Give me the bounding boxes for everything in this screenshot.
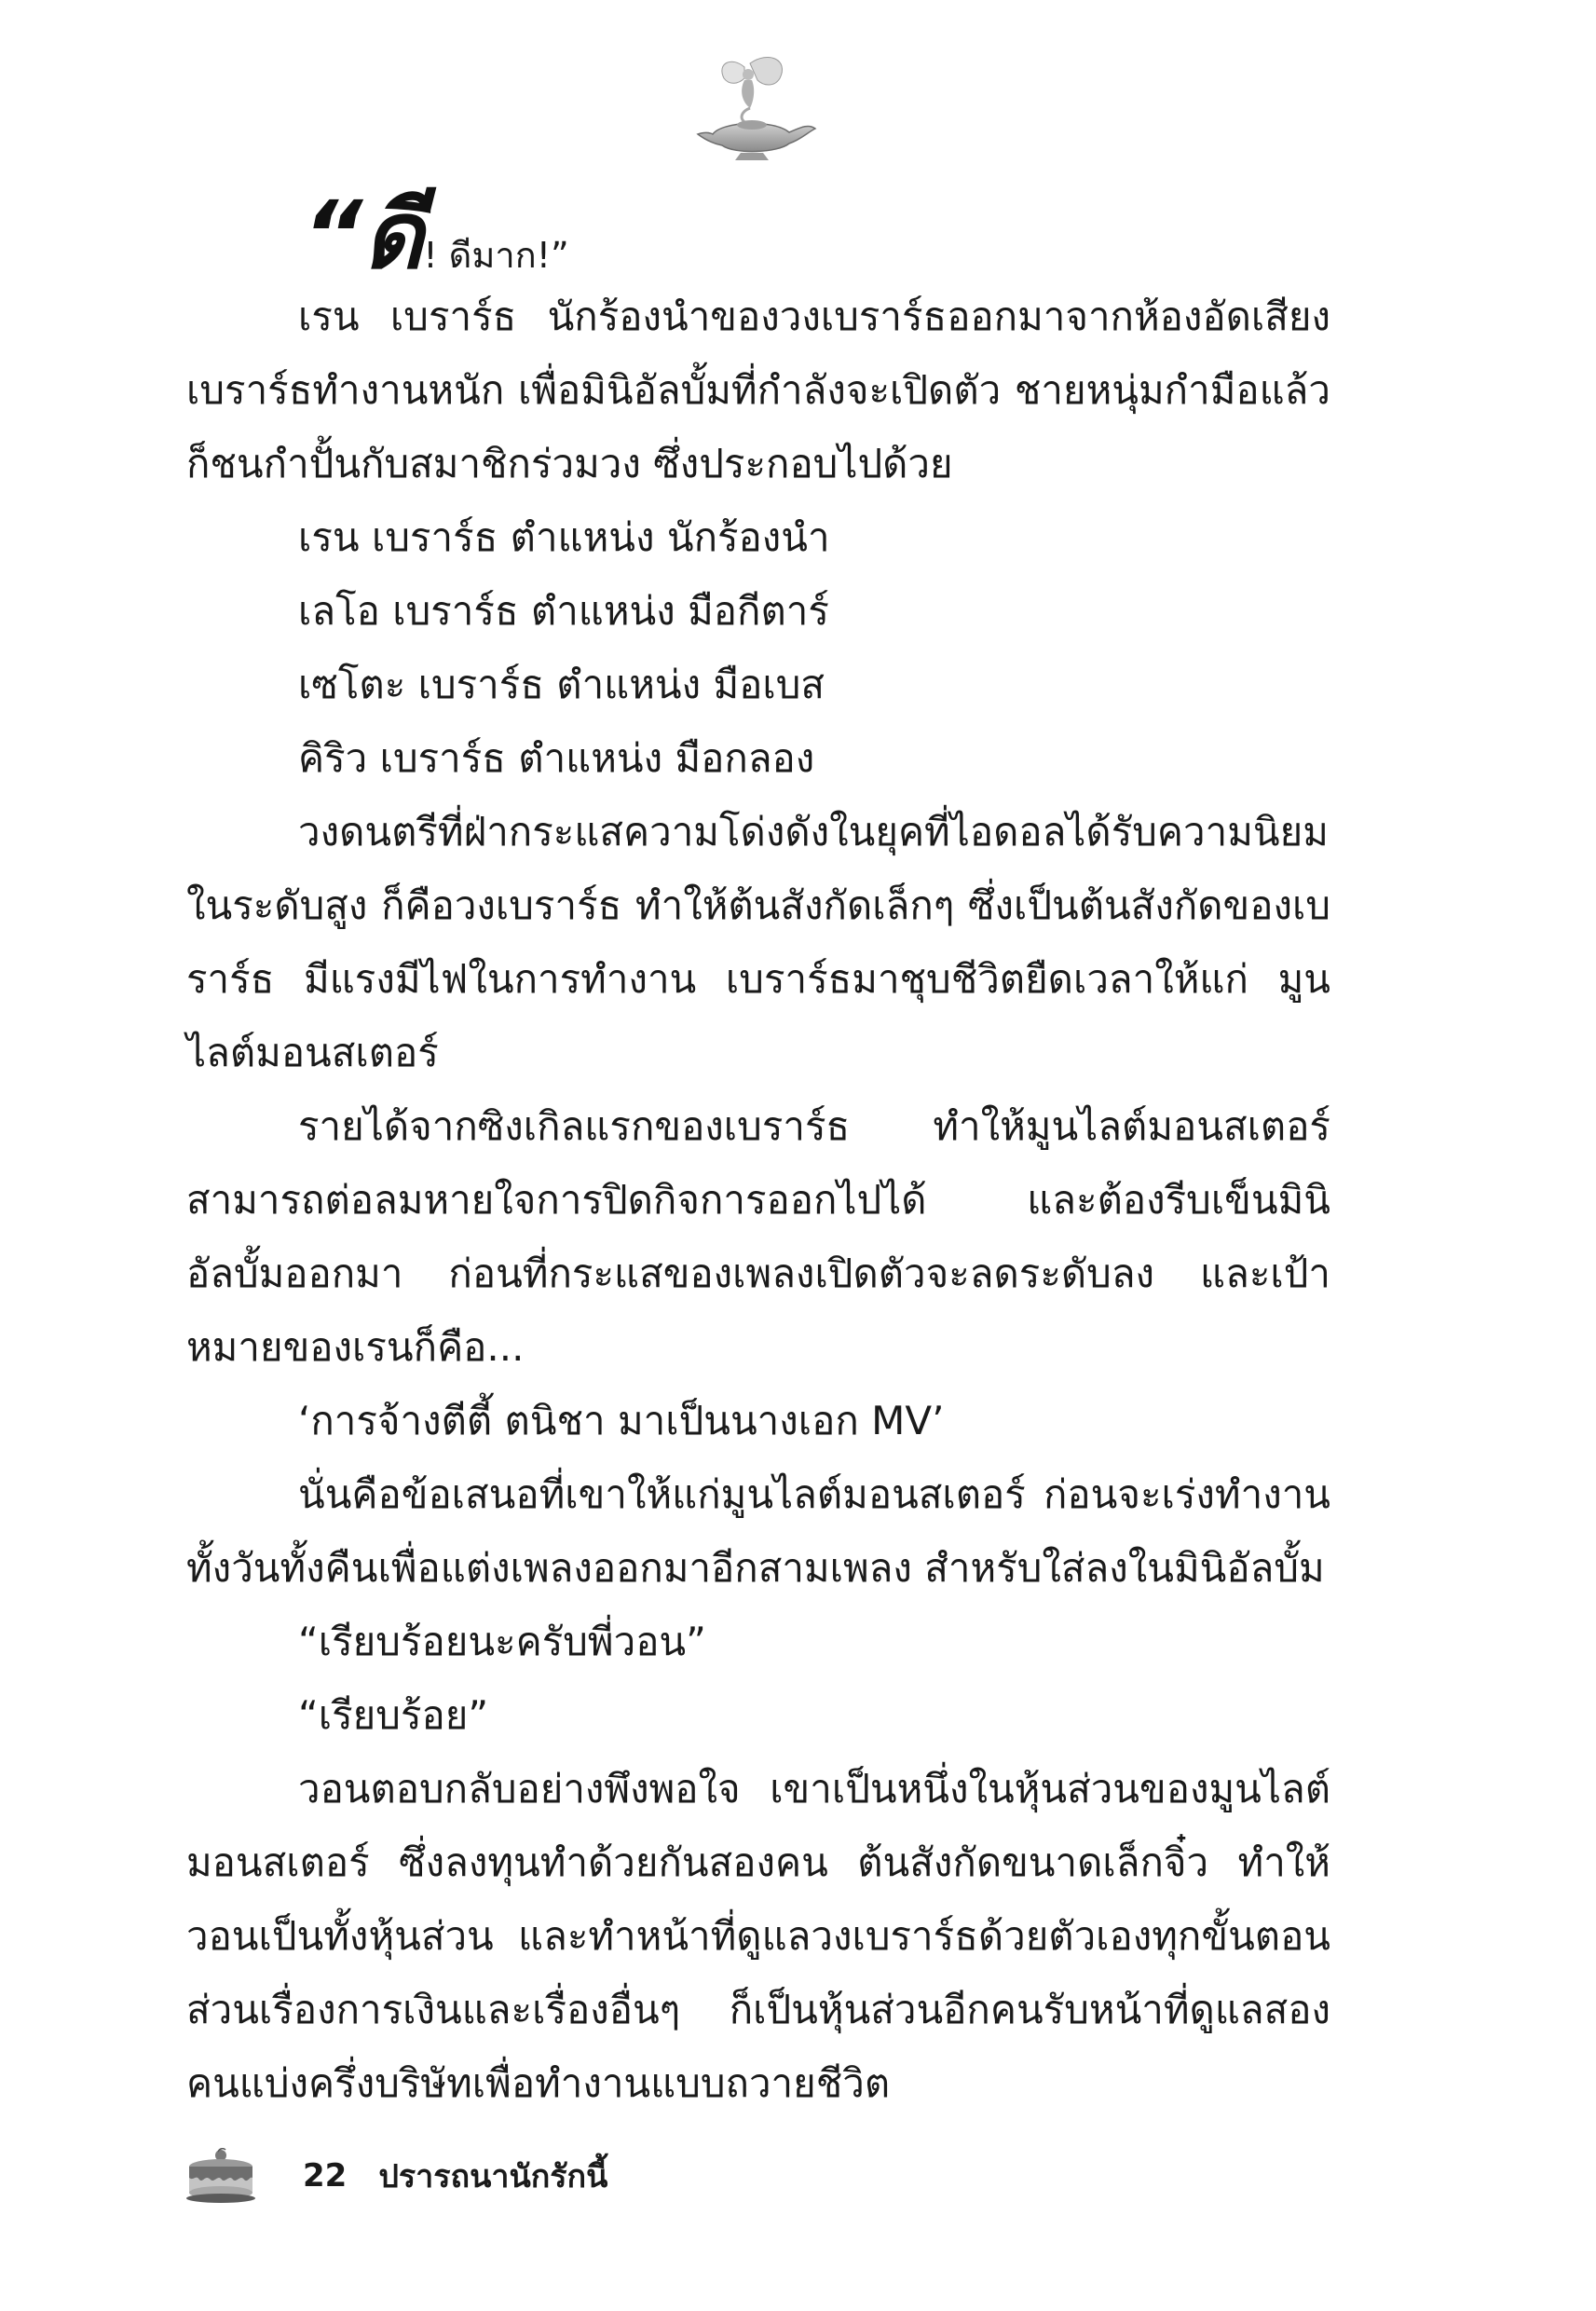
dialogue-line: “เรียบร้อยนะครับพี่วอน” — [298, 1619, 706, 1664]
paragraph: วงดนตรีที่ฝ่ากระแสความโด่งดังในยุคที่ไอดอลได้รับความนิยมในระดับสูง ก็คือวงเบราร์ธ ทำให้ต้นสังกัดเล็กๆ ซึ่งเป็นต้นสังกัดของเบราร์ธ มีแรงมีไฟในการทำงาน เบราร์ธมาชุบชีวิตยืดเวลาให้แก่ มูนไลต์มอนสเตอร์ — [186, 809, 1330, 1075]
book-title: ปรารถนานักรักนี้ — [378, 2158, 608, 2195]
opening-line — [186, 181, 1330, 290]
member-line: คิริว เบราร์ธ ตำแหน่ง มือกลอง — [298, 735, 815, 781]
dialogue-line: “เรียบร้อย” — [298, 1692, 489, 1738]
member-line: เลโอ เบราร์ธ ตำแหน่ง มือกีตาร์ — [298, 588, 829, 634]
page-number: 22 — [303, 2157, 348, 2195]
paragraph: เรน เบราร์ธ นักร้องนำของวงเบราร์ธออกมาจากห้องอัดเสียงเบราร์ธทำงานหนัก เพื่อมินิอัลบั้มที่กำลังจะเปิดตัว ชายหนุ่มกำมือแล้วก็ชนกำปั้นกับสมาชิกร่วมวง ซึ่งประกอบไปด้วย — [186, 294, 1330, 486]
drop-cap-word: “ดี — [303, 181, 424, 290]
member-line: เรน เบราร์ธ ตำแหน่ง นักร้องนำ — [298, 514, 830, 560]
paragraph: ‘การจ้างตีตี้ ตนิชา มาเป็นนางเอก MV’ — [298, 1398, 945, 1443]
paragraph: รายได้จากซิงเกิลแรกของเบราร์ธ ทำให้มูนไลต์มอนสเตอร์สามารถต่อลมหายใจการปิดกิจการออกไปได้ และต้องรีบเข็นมินิอัลบั้มออกมา ก่อนที่กระแสของเพลงเปิดตัวจะลดระดับลง และเป้าหมายของเรนก็คือ... — [186, 1103, 1330, 1370]
paragraph: นั่นคือข้อเสนอที่เขาให้แก่มูนไลต์มอนสเตอร์ ก่อนจะเร่งทำงานทั้งวันทั้งคืนเพื่อแต่งเพลงออกมาอีกสามเพลง สำหรับใส่ลงในมินิอัลบั้ม — [186, 1471, 1330, 1591]
cake-icon — [186, 2148, 256, 2204]
opening-rest: ! ดีมาก!” — [423, 235, 569, 276]
member-line: เซโตะ เบราร์ธ ตำแหน่ง มือเบส — [298, 662, 825, 707]
genie-lamp-icon — [685, 54, 820, 164]
page-footer — [186, 2143, 607, 2208]
paragraph: วอนตอบกลับอย่างพึงพอใจ เขาเป็นหนึ่งในหุ้นส่วนของมูนไลต์มอนสเตอร์ ซึ่งลงทุนทำด้วยกันสองคน ต้นสังกัดขนาดเล็กจิ๋ว ทำให้วอนเป็นทั้งหุ้นส่วน และทำหน้าที่ดูแลวงเบราร์ธด้วยตัวเองทุกขั้นตอน ส่วนเรื่องการเงินและเรื่องอื่นๆ ก็เป็นหุ้นส่วนอีกคนรับหน้าที่ดูแลสองคนแบ่งครึ่งบริษัทเพื่อทำงานแบบถวายชีวิต — [186, 1766, 1330, 2106]
page-body — [186, 181, 1330, 2120]
